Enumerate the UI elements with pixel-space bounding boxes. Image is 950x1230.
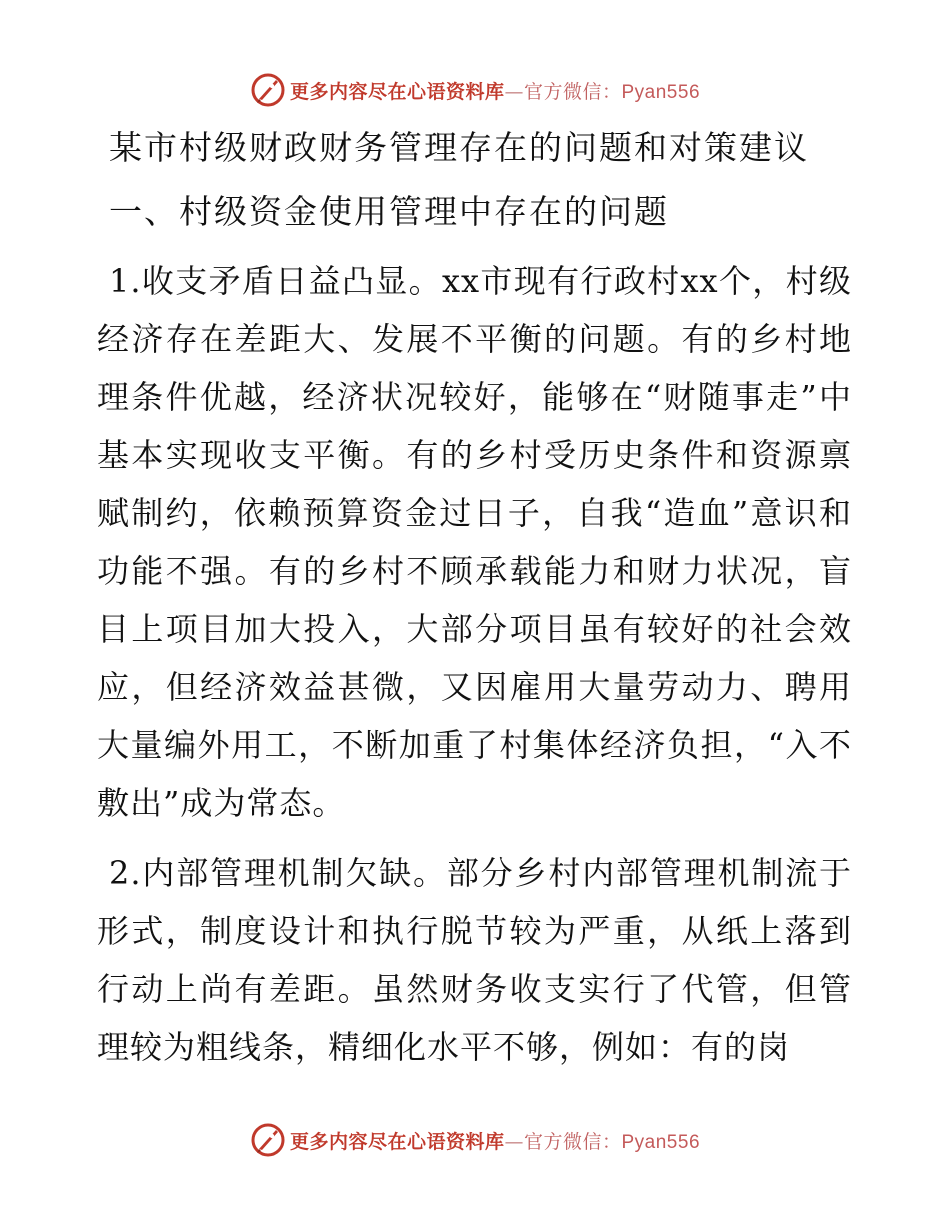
- watermark-dash: —: [504, 80, 524, 103]
- watermark-text: [290, 1127, 700, 1154]
- paragraph-2-text: 2.内部管理机制欠缺。部分乡村内部管理机制流于形式，制度设计和执行脱节较为严重，从纸上落到行动上尚有差距。虽然财务收支实行了代管，但管理较为粗线条，精细化水平不够，例如：有的岗: [97, 854, 852, 1066]
- watermark-dash: —: [504, 1130, 524, 1153]
- watermark-wechat-id: Pyan556: [621, 81, 701, 103]
- watermark-main-text: 更多内容尽在心语资料库: [289, 1130, 505, 1153]
- feather-pen-logo-icon: [250, 1122, 286, 1158]
- paragraph-2: [97, 844, 852, 1076]
- document-body: [97, 120, 852, 1088]
- watermark-wechat-id: Pyan556: [621, 1131, 701, 1153]
- document-title: 某市村级财政财务管理存在的问题和对策建议: [109, 128, 809, 167]
- watermark-sub-text: 官方微信：: [523, 1130, 622, 1153]
- paragraph-1: [97, 252, 852, 832]
- watermark-footer: [0, 1120, 950, 1160]
- watermark-main-text: 更多内容尽在心语资料库: [289, 80, 505, 103]
- watermark-header: [0, 70, 950, 110]
- feather-pen-logo-icon: [250, 72, 286, 108]
- watermark-text: [290, 77, 700, 104]
- paragraph-1-text: 1.收支矛盾日益凸显。xx市现有行政村xx个，村级经济存在差距大、发展不平衡的问题。有的乡村地理条件优越，经济状况较好，能够在“财随事走”中基本实现收支平衡。有的乡村受历史条件和资源禀赋制约，依赖预算资金过日子，自我“造血”意识和功能不强。有的乡村不顾承载能力和财力状况，盲目上项目加大投入，大部分项目虽有较好的社会效应，但经济效益甚微，又因雇用大量劳动力、聘用大量编外用工，不断加重了村集体经济负担，“入不敷出”成为常态。: [97, 262, 852, 822]
- section-heading: 一、村级资金使用管理中存在的问题: [109, 192, 669, 231]
- watermark-sub-text: 官方微信：: [523, 80, 622, 103]
